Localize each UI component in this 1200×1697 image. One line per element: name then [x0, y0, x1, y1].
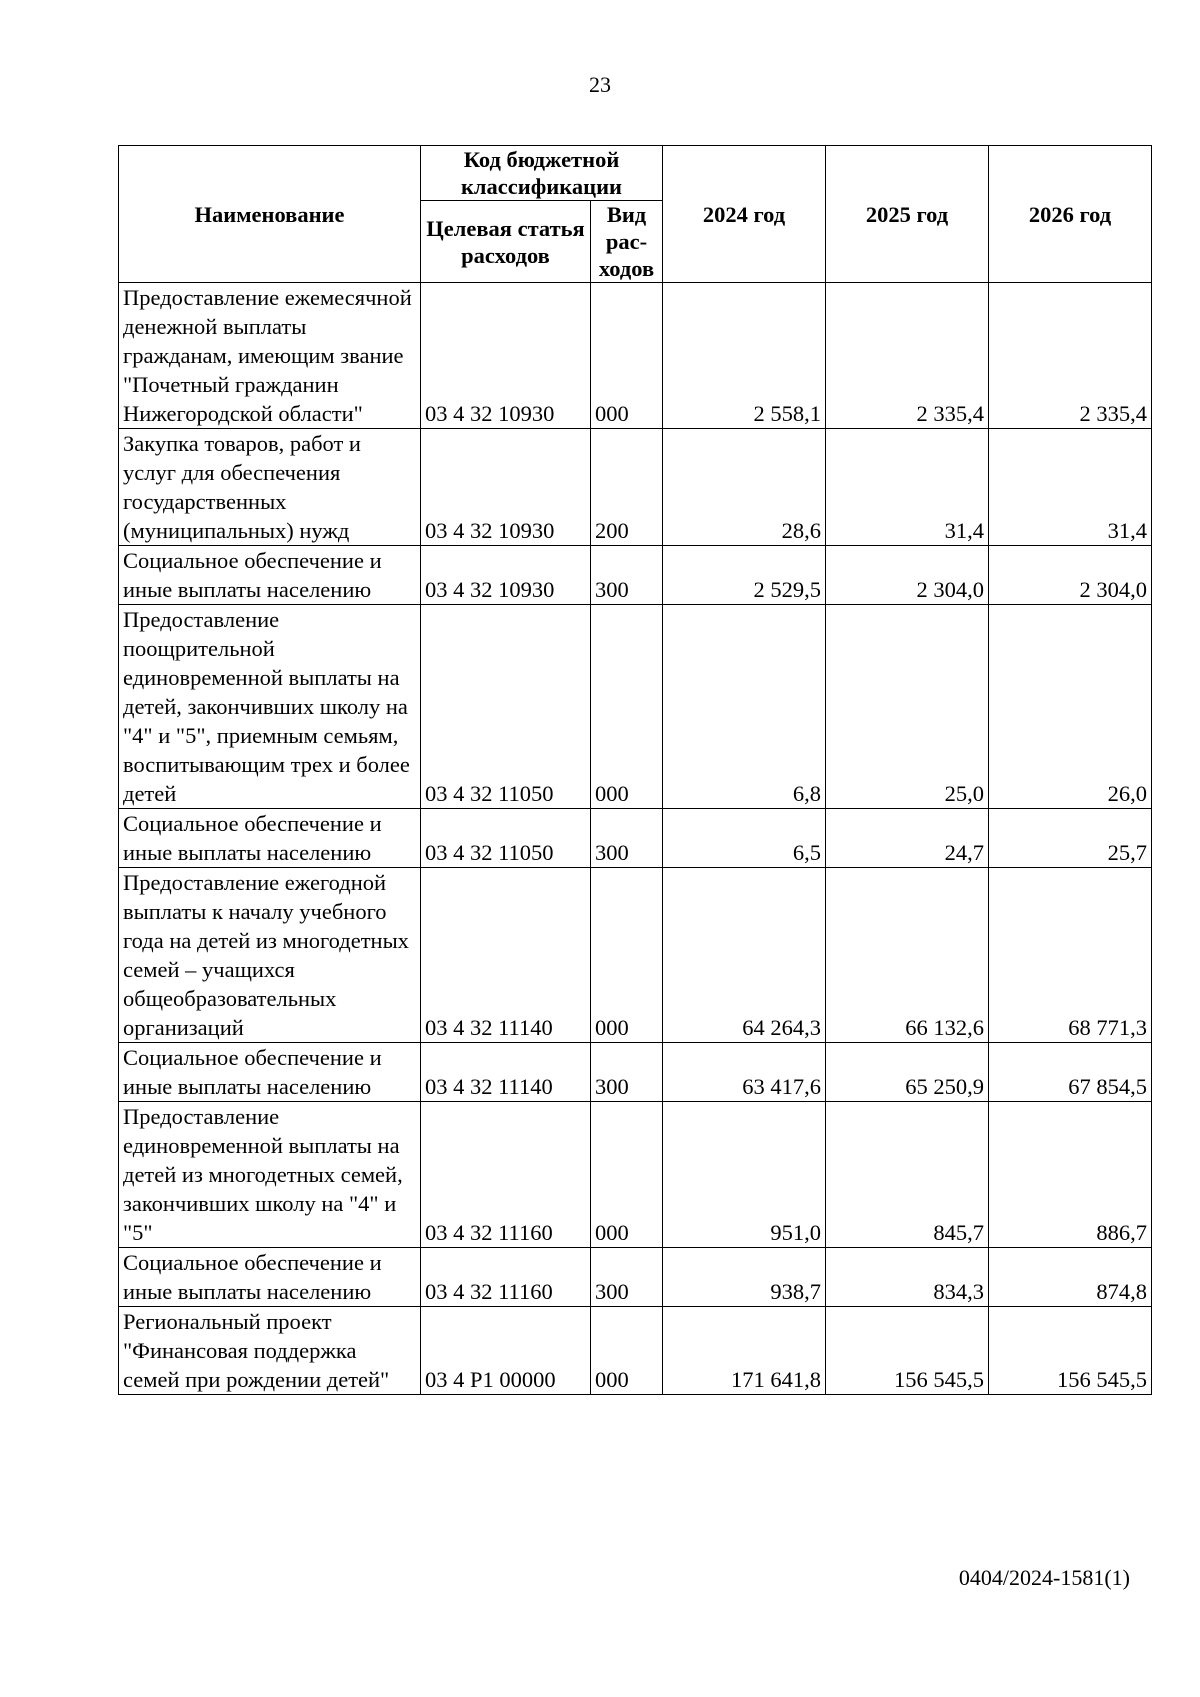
amount-2024-cell: 63 417,6 — [663, 1043, 826, 1102]
target-article-cell: 03 4 Р1 00000 — [421, 1307, 591, 1395]
amount-2025-cell: 845,7 — [826, 1102, 989, 1248]
expense-type-cell: 300 — [591, 546, 663, 605]
header-name: Наименование — [119, 146, 421, 283]
row-name-cell: Закупка товаров, работ и услуг для обеспечения государственных (муниципальных) нужд — [119, 429, 421, 546]
amount-2024-cell: 2 558,1 — [663, 283, 826, 429]
amount-2026-cell: 2 335,4 — [989, 283, 1152, 429]
header-expense-type: Вид рас-ходов — [591, 201, 663, 283]
target-article-cell: 03 4 32 11160 — [421, 1248, 591, 1307]
expense-type-cell: 000 — [591, 605, 663, 809]
target-article-cell: 03 4 32 10930 — [421, 546, 591, 605]
table-row — [119, 1248, 1152, 1307]
amount-2024-cell: 28,6 — [663, 429, 826, 546]
amount-2025-cell: 834,3 — [826, 1248, 989, 1307]
target-article-cell: 03 4 32 11140 — [421, 1043, 591, 1102]
header-target-article: Целевая статья расходов — [421, 201, 591, 283]
table-row — [119, 1307, 1152, 1395]
amount-2026-cell: 874,8 — [989, 1248, 1152, 1307]
budget-table — [118, 145, 1152, 1395]
expense-type-cell: 300 — [591, 809, 663, 868]
amount-2025-cell: 25,0 — [826, 605, 989, 809]
amount-2026-cell: 67 854,5 — [989, 1043, 1152, 1102]
row-name-cell: Предоставление поощрительной единовременной выплаты на детей, закончивших школу на "4" и "5", приемным семьям, воспитывающим трех и более детей — [119, 605, 421, 809]
amount-2026-cell: 26,0 — [989, 605, 1152, 809]
amount-2026-cell: 31,4 — [989, 429, 1152, 546]
target-article-cell: 03 4 32 11140 — [421, 868, 591, 1043]
document-id: 0404/2024-1581(1) — [958, 1565, 1130, 1590]
row-name-cell: Региональный проект "Финансовая поддержка семей при рождении детей" — [119, 1307, 421, 1395]
amount-2025-cell: 65 250,9 — [826, 1043, 989, 1102]
target-article-cell: 03 4 32 11160 — [421, 1102, 591, 1248]
expense-type-cell: 000 — [591, 868, 663, 1043]
target-article-cell: 03 4 32 10930 — [421, 283, 591, 429]
amount-2026-cell: 156 545,5 — [989, 1307, 1152, 1395]
amount-2026-cell: 68 771,3 — [989, 868, 1152, 1043]
row-name-cell: Предоставление ежегодной выплаты к началу учебного года на детей из многодетных семей – учащихся общеобразовательных организаций — [119, 868, 421, 1043]
amount-2025-cell: 31,4 — [826, 429, 989, 546]
table-body — [119, 283, 1152, 1395]
amount-2024-cell: 171 641,8 — [663, 1307, 826, 1395]
table-row — [119, 429, 1152, 546]
amount-2024-cell: 938,7 — [663, 1248, 826, 1307]
amount-2024-cell: 64 264,3 — [663, 868, 826, 1043]
table-row — [119, 809, 1152, 868]
expense-type-cell: 300 — [591, 1248, 663, 1307]
header-row-top — [119, 146, 1152, 201]
table-row — [119, 868, 1152, 1043]
header-budget-code: Код бюджетной классификации — [421, 146, 663, 201]
amount-2025-cell: 156 545,5 — [826, 1307, 989, 1395]
expense-type-cell: 000 — [591, 283, 663, 429]
amount-2025-cell: 2 304,0 — [826, 546, 989, 605]
header-year-2026: 2026 год — [989, 146, 1152, 283]
amount-2024-cell: 6,5 — [663, 809, 826, 868]
amount-2025-cell: 66 132,6 — [826, 868, 989, 1043]
target-article-cell: 03 4 32 11050 — [421, 605, 591, 809]
header-year-2024: 2024 год — [663, 146, 826, 283]
amount-2024-cell: 2 529,5 — [663, 546, 826, 605]
amount-2024-cell: 951,0 — [663, 1102, 826, 1248]
expense-type-cell: 300 — [591, 1043, 663, 1102]
table-row — [119, 605, 1152, 809]
expense-type-cell: 000 — [591, 1307, 663, 1395]
table-row — [119, 1043, 1152, 1102]
table-row — [119, 1102, 1152, 1248]
expense-type-cell: 000 — [591, 1102, 663, 1248]
row-name-cell: Социальное обеспечение и иные выплаты населению — [119, 1248, 421, 1307]
table-row — [119, 283, 1152, 429]
row-name-cell: Социальное обеспечение и иные выплаты населению — [119, 809, 421, 868]
amount-2025-cell: 2 335,4 — [826, 283, 989, 429]
amount-2026-cell: 25,7 — [989, 809, 1152, 868]
amount-2026-cell: 2 304,0 — [989, 546, 1152, 605]
target-article-cell: 03 4 32 10930 — [421, 429, 591, 546]
row-name-cell: Социальное обеспечение и иные выплаты населению — [119, 546, 421, 605]
table-row — [119, 546, 1152, 605]
row-name-cell: Предоставление единовременной выплаты на детей из многодетных семей, закончивших школу на "4" и "5" — [119, 1102, 421, 1248]
row-name-cell: Предоставление ежемесячной денежной выплаты гражданам, имеющим звание "Почетный гражданин Нижегородской области" — [119, 283, 421, 429]
amount-2026-cell: 886,7 — [989, 1102, 1152, 1248]
target-article-cell: 03 4 32 11050 — [421, 809, 591, 868]
row-name-cell: Социальное обеспечение и иные выплаты населению — [119, 1043, 421, 1102]
amount-2025-cell: 24,7 — [826, 809, 989, 868]
amount-2024-cell: 6,8 — [663, 605, 826, 809]
header-year-2025: 2025 год — [826, 146, 989, 283]
page-number: 23 — [589, 72, 611, 97]
expense-type-cell: 200 — [591, 429, 663, 546]
